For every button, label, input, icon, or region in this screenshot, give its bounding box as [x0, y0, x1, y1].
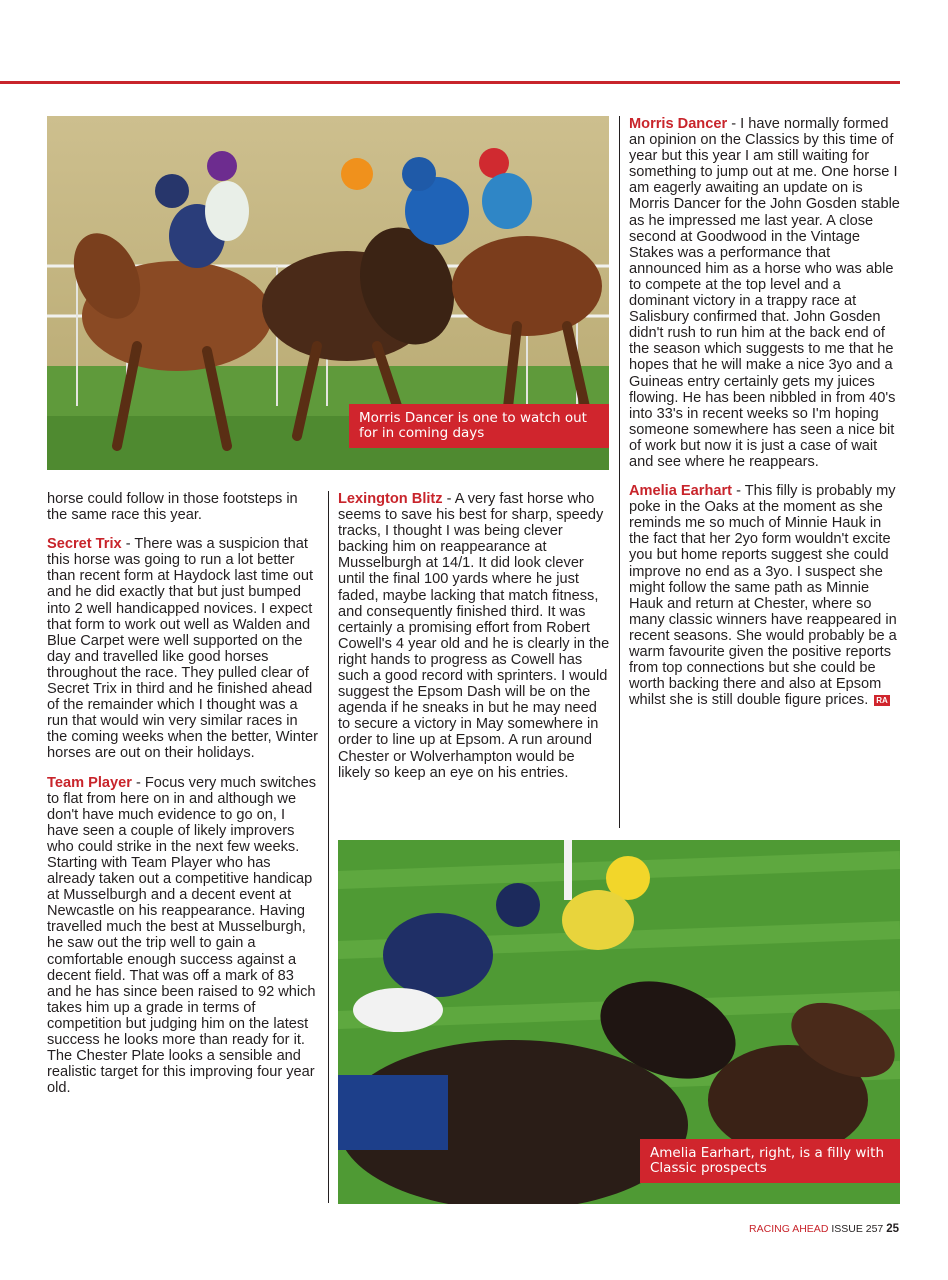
paragraph-text: - Focus very much switches to flat from here on in and although we don't have much evidence to go on, I have seen a couple of likely improvers who could strike in the next few weeks. Starting with Team Player who has already taken out a competitive handicap at Musselburgh and a decent event at Newcastle on his reappearance. Having travelled much the best at Musselburgh, he saw out the trip well to gain a comfortable enough success against a decent field. That was off a mark of 83 and he has since been raised to 92 which takes him up a grade in terms of competition but judging him on the latest success he looks more than ready for it. The Chester Plate looks a sensible and realistic target for this improving four year old. [47, 774, 317, 1097]
page-number: 25 [886, 1223, 899, 1235]
issue-number: ISSUE 257 [831, 1223, 884, 1235]
paragraph-text: - I have normally formed an opinion on the Classics by this time of year but this year I am still waiting for something to jump out at me. One horse I am eagerly awaiting an update on is Morris Dancer for the John Gosden stable as he impressed me last year. A close second at Goodwood in the Vintage Stakes was a performance that announced him as a horse who was able to compete at the top level and a dominant victory in a trappy race at Salisbury confirmed that. John Gosden didn't rush to run him at the back end of the season which suggests to me that he hopes that he will make a nice 3yo and a Guineas entry certainly gets my juices flowing. He has been nibbled in from 40's into 33's in recent weeks so I'm hoping someone somewhere has seen a nice bit of work but now it is just a case of wait and see where he reappears. [629, 116, 900, 470]
end-logo: RA [876, 696, 888, 706]
paragraph-text: - This filly is probably my poke in the Oaks at the moment as she reminds me so much of Minnie Hauk in the fact that her 2yo form wouldn't excite you but home reports suggest she could improve no end as a 3yo. I suspect she might follow the same path as Minnie Hauk and return at Chester, where so many classic winners have reappeared in recent seasons. She would probably be a warm favourite given the positive reports from top connections but she could be worth backing there and also at Epsom whilst she is still double figure prices. [629, 483, 897, 709]
column-3 [629, 116, 901, 721]
column-divider [619, 116, 620, 828]
paragraph-text: - A very fast horse who seems to save his best for sharp, speedy tracks, I thought I was being clever backing him on reappearance at Musselburgh at 14/1. It did look clever until the final 100 yards where he just faded, maybe lacking that match fitness, and consequently finished third. It was certainly a promising effort from Robert Cowell's 4 year old and he is clearly in the right hands to progress as Cowell has such a good record with sprinters. I would suggest the Epsom Dash will be on the agenda if he sneaks in but he may need to secure a victory in May somewhere in order to line up at Epsom. A run around Chester or Wolverhampton would be likely so keep an eye on his entries. [338, 491, 610, 781]
horse-name-heading: Morris Dancer [629, 116, 728, 132]
paragraph-morris-dancer [629, 116, 901, 470]
top-rule [0, 81, 900, 84]
paragraph-lexington-blitz [338, 491, 610, 781]
photo-amelia-earhart [338, 840, 900, 1204]
photo-morris-dancer [47, 116, 609, 470]
horse-name-heading: Amelia Earhart [629, 483, 733, 500]
paragraph-secret-trix [47, 536, 319, 761]
column-1 [47, 491, 319, 1109]
magazine-name: RACING AHEAD [749, 1223, 829, 1235]
horse-name-heading: Secret Trix [47, 536, 122, 553]
column-2 [338, 491, 610, 794]
photo-caption: Amelia Earhart, right, is a filly with Classic prospects [640, 1139, 900, 1183]
paragraph-team-player [47, 775, 319, 1097]
paragraph-amelia-earhart [629, 483, 901, 708]
horse-name-heading: Team Player [47, 774, 132, 791]
column-divider [328, 491, 329, 1203]
photo-caption: Morris Dancer is one to watch out for in coming days [349, 404, 609, 448]
paragraph-continued: horse could follow in those footsteps in the same race this year. [47, 491, 298, 524]
paragraph-text: - There was a suspicion that this horse was going to run a lot better than recent form at Haydock last time out and he did exactly that but just bumped into 2 well handicapped novices. I expect that form to work out well as Walden and Blue Carpet were well supported on the day and travelled like good horses throughout the race. They pulled clear of Secret Trix in third and he finished ahead of the remainder which I thought was a run that would win very similar races in the coming weeks when the better, Winter horses are out on their holidays. [47, 536, 318, 762]
horse-name-heading: Lexington Blitz [338, 491, 443, 507]
page-footer [749, 1223, 899, 1235]
